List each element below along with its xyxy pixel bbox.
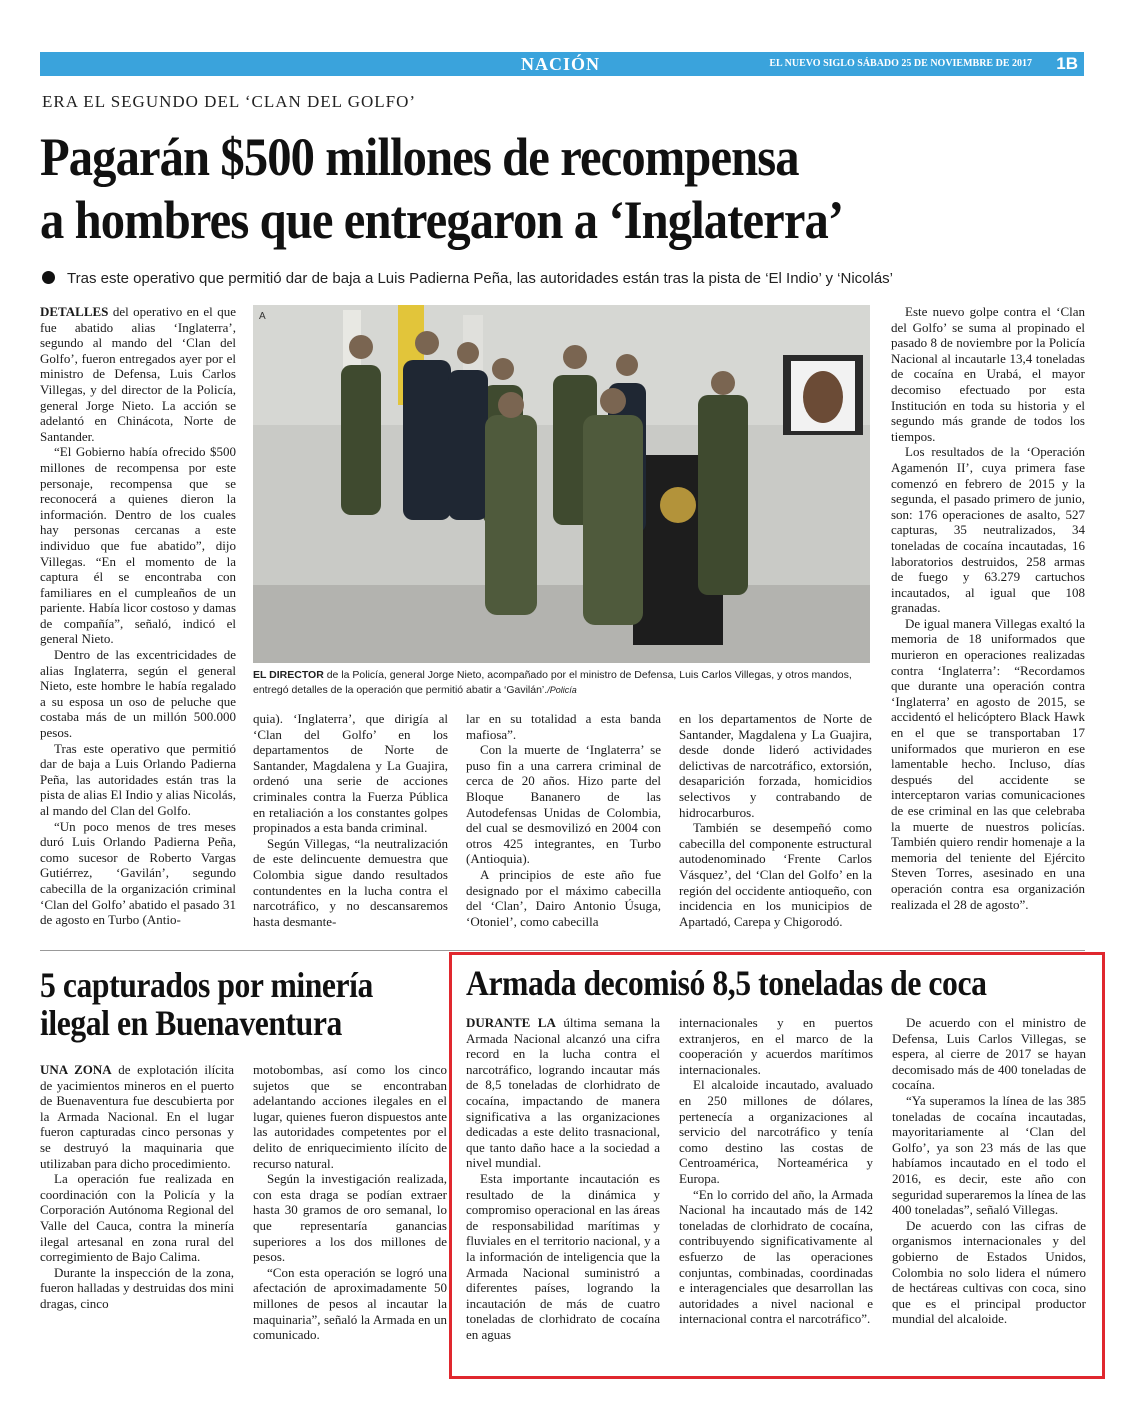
bullet-icon: [42, 271, 55, 284]
navy-article-column-1: [466, 1015, 660, 1342]
photo-caption: [253, 668, 870, 697]
paragraph: La operación fue realizada en coordinación con la Policía y la Corporación Autónoma Regional del Valle del Cauca, contra la minería ilegal artesanal en zona rural del corregimiento de Bajo Calima.: [40, 1171, 234, 1265]
photo-credit: /Policía: [547, 684, 577, 695]
paragraph: quia). ‘Inglaterra’, que dirigía al ‘Clan del Golfo’ en los departamentos de Norte de Santander, Magdalena y La Guajira, ordenó una serie de acciones criminales contra la Fuerza Pública en retaliación a los constantes golpes propinados a esta banda criminal.: [253, 711, 448, 836]
paragraph: en los departamentos de Norte de Santander, Magdalena y La Guajira, desde donde lideró actividades delictivas de narcotráfico, extorsión, desaparición forzada, homicidios selectivos y contrabando de hidrocarburos.: [679, 711, 872, 820]
paragraph: Esta importante incautación es resultado de la dinámica y compromiso operacional en las áreas de responsabilidad marítimas y fluviales en el territorio nacional, y a la información de inteligencia que la Armada Nacional suministró a diferentes países, logrando la incautación de más de cuatro toneladas de clorhidrato de cocaína en aguas: [466, 1170, 660, 1342]
paragraph: De igual manera Villegas exaltó la memoria de 18 uniformados que murieron en operaciones realizadas contra ‘Inglaterra’: “Recordamos que durante una operación contra ‘Inglaterra’ en agosto de 2015, se accidentó el helicóptero Black Hawk en el que se transportaban 17 uniformados que murieron en ese lamentable hecho. Incluso, días después del accidente se interceptaron varias comunicaciones de ese criminal en las que celebraba la muerte de nuestros policías. También quiero rendir homenaje a la memoria del teniente del Ejército Steven Torres, asesinado en una operación contra esa organización realizada el 28 de agosto”.: [891, 615, 1085, 912]
main-headline: [40, 126, 994, 252]
paragraph: Según Villegas, “la neutralización de este delincuente demuestra que Colombia sigue dando resultados contundentes en la lucha contra el narcotráfico, y no descansaremos hasta desmante-: [253, 835, 448, 929]
navy-article-column-2: [679, 1015, 873, 1327]
section-divider: [40, 950, 1085, 951]
mining-headline-line-2: ilegal en Buenaventura: [40, 1003, 342, 1043]
navy-headline: Armada decomisó 8,5 toneladas de coca: [466, 963, 987, 1003]
masthead-date: EL NUEVO SIGLO SÁBADO 25 DE NOVIEMBRE DE 2017: [769, 58, 1032, 69]
paragraph: “Un poco menos de tres meses duró Luis Orlando Padierna Peña, como sucesor de Roberto Vargas Gutiérrez, ‘Gavilán’, segundo cabecilla de la organización criminal ‘Clan del Golfo’ abatido el pasado 31 de agosto en Turbo (Antio-: [40, 818, 236, 928]
main-article-column-3: [466, 711, 661, 929]
paragraph: A principios de este año fue designado por el máximo cabecilla del ‘Clan’, Dairo Antonio Úsuga, ‘Otoniel’, como cabecilla: [466, 866, 661, 929]
paragraph: internacionales y en puertos extranjeros, en el marco de la cooperación y acuerdos marítimos internacionales.: [679, 1015, 873, 1077]
paragraph: “El Gobierno había ofrecido $500 millones de recompensa por este personaje, recompensa que se reconocerá a quienes dieron la información. Dentro de los cuales hay personas cercanas a este individuo que fue abatido”, dijo Villegas. “En el momento de la captura él se encontraba con familiares en el cumpleaños de un pariente. Había licor costoso y damas de compañía”, señaló, indicó el general Nieto.: [40, 444, 236, 647]
paragraph: Los resultados de la ‘Operación Agamenón II’, cuya primera fase comenzó en febrero de 2015 y la segunda, el pasado primero de junio, son: 176 operaciones de asalto, 527 capturas, 35 neutralizados, 34 toneladas de cocaína incautadas, 16 laboratorios destruidos, 258 armas de fuego y 63.279 cartuchos incautados, al igual que 108 granadas.: [891, 444, 1085, 616]
paragraph: Con la muerte de ‘Inglaterra’ se puso fin a una carrera criminal de cerca de 20 años. Hizo parte del Bloque Bananero de las Autodefensas Unidas de Colombia, del cual se desmovilizó en 2004 con otros 425 integrantes, en Turbo (Antioquia).: [466, 742, 661, 867]
main-article-column-2: [253, 711, 448, 929]
lead-text: Tras este operativo que permitió dar de baja a Luis Padierna Peña, las autoridades están tras la pista de ‘El Indio’ y ‘Nicolás’: [67, 270, 894, 287]
press-conference-photo: [253, 305, 870, 663]
paragraph: lar en su totalidad a esta banda mafiosa”.: [466, 711, 661, 742]
main-article-column-4: [679, 711, 872, 929]
paragraph: También se desempeñó como cabecilla del componente estructural autodenominado ‘Frente Carlos Vásquez’, del ‘Clan del Golfo’ en la región del occidente antioqueño, con incidencia en los municipios de Apartadó, Carepa y Chigorodó.: [679, 820, 872, 929]
paragraph: El alcaloide incautado, avaluado en 250 millones de dólares, pertenecía a organizaciones al servicio del narcotráfico y tenía como destino las costas de Centroamérica, Norteamérica y Europa.: [679, 1077, 873, 1186]
photo-illustration: [253, 305, 870, 663]
paragraph: Durante la inspección de la zona, fueron halladas y destruidas dos mini dragas, cinco: [40, 1264, 234, 1311]
dropcap-lead: UNA ZONA: [40, 1062, 112, 1077]
headline-line-2: a hombres que entregaron a ‘Inglaterra’: [40, 190, 844, 250]
main-article-column-1: [40, 304, 236, 928]
paragraph: DETALLES del operativo en el que fue abatido alias ‘Inglaterra’, segundo al mando del ‘Clan del Golfo’, fueron entregados ayer por el ministro de Defensa, Luis Carlos Villegas, y del director de la Policía, general Jorge Nieto. La acción se adelantó en Chinácota, Norte de Santander.: [40, 304, 236, 444]
caption-lead: EL DIRECTOR: [253, 669, 324, 681]
article-kicker: ERA EL SEGUNDO DEL ‘CLAN DEL GOLFO’: [42, 92, 417, 111]
paragraph: Tras este operativo que permitió dar de baja a Luis Orlando Padierna Peña, las autoridades están tras la pista de alias El Indio y alias Nicolás, al mando del Clan del Golfo.: [40, 740, 236, 818]
mining-headline: [40, 966, 373, 1042]
dropcap-lead: DURANTE LA: [466, 1015, 556, 1030]
paragraph: Dentro de las excentricidades de alias Inglaterra, según el general Nieto, este hombre le había regalado a su esposa un oso de peluche que costaba más de un millón 500.000 pesos.: [40, 647, 236, 741]
mining-article-column-1: [40, 1062, 234, 1312]
paragraph: “Con esta operación se logró una afectación de aproximadamente 50 millones de pesos al incautar la maquinaria”, señaló la Armada en un comunicado.: [253, 1264, 447, 1343]
paragraph: Este nuevo golpe contra el ‘Clan del Golfo’ se suma al propinado el pasado 8 de noviembre por la Policía Nacional al incautarle 13,4 toneladas de cocaína en Urabá, el mayor decomiso efectuado por esta Institución en toda su historia y el segundo más grande de todos los tiempos.: [891, 304, 1085, 444]
page-number: 1B: [1056, 54, 1078, 73]
paragraph: motobombas, así como los cinco sujetos que se encontraban adelantando acciones ilegales en el lugar, quienes fueron dispuestos ante las autoridades competentes por el delito de enriquecimiento ilícito de recurso natural.: [253, 1062, 447, 1171]
mining-article-column-2: [253, 1062, 447, 1343]
navy-article-column-3: [892, 1015, 1086, 1327]
paragraph: Según la investigación realizada, con esta draga se podían extraer hasta 30 gramos de oro semanal, lo que representaría ganancias superiores a los dos millones de pesos.: [253, 1171, 447, 1265]
dropcap-lead: DETALLES: [40, 304, 109, 319]
section-header-bar: [40, 52, 1084, 76]
svg-text:A: A: [259, 311, 266, 322]
paragraph: UNA ZONA de explotación ilícita de yacimientos mineros en el puerto de Buenaventura fue descubierta por la Armada Nacional. En el lugar fueron capturadas cinco personas y se destruyó la maquinaria que utilizaban para dicho procedimiento.: [40, 1062, 234, 1171]
mining-headline-line-1: 5 capturados por minería: [40, 965, 373, 1005]
paragraph: “En lo corrido del año, la Armada Nacional ha incautado más de 142 toneladas de clorhidrato de cocaína, contribuyendo significativamente al esfuerzo de las operaciones conjuntas, combinadas, coordinadas e interagenciales que desarrollan las autoridades a nivel nacional e internacional contra el narcotráfico”.: [679, 1186, 873, 1327]
caption-text: de la Policía, general Jorge Nieto, acompañado por el ministro de Defensa, Luis Carlos Villegas, y otros mandos, entregó detalles de la operación que permitió abatir a ‘Gavilán’.: [253, 669, 852, 696]
headline-line-1: Pagarán $500 millones de recompensa: [40, 127, 799, 187]
article-lead: [42, 270, 893, 287]
paragraph: De acuerdo con el ministro de Defensa, Luis Carlos Villegas, se espera, al cierre de 2017 se hayan decomisado más de 400 toneladas de cocaína.: [892, 1015, 1086, 1093]
paragraph: DURANTE LA última semana la Armada Nacional alcanzó una cifra record en la lucha contra el narcotráfico, logrando incautar más de 8,5 toneladas de clorhidrato de cocaína, impactando de manera significativa a las organizaciones dedicadas a este delito trasnacional, que tanto daño hace a la sociedad a nivel mundial.: [466, 1015, 660, 1171]
paragraph: De acuerdo con las cifras de organismos internacionales y del gobierno de Estados Unidos, Colombia no solo lidera el número de hectáreas cultivas con coca, sino que es el principal productor mundial del alcaloide.: [892, 1217, 1086, 1327]
section-name: NACIÓN: [520, 54, 600, 74]
main-article-column-5: [891, 304, 1085, 912]
paragraph: “Ya superamos la línea de las 385 toneladas de cocaína incautadas, mayoritariamente al ‘Clan del Golfo’, ya son 23 más de las que habíamos incautado en el todo el 2016, es decir, este año con seguridad superaremos la línea de las 400 toneladas”, señaló Villegas.: [892, 1092, 1086, 1218]
